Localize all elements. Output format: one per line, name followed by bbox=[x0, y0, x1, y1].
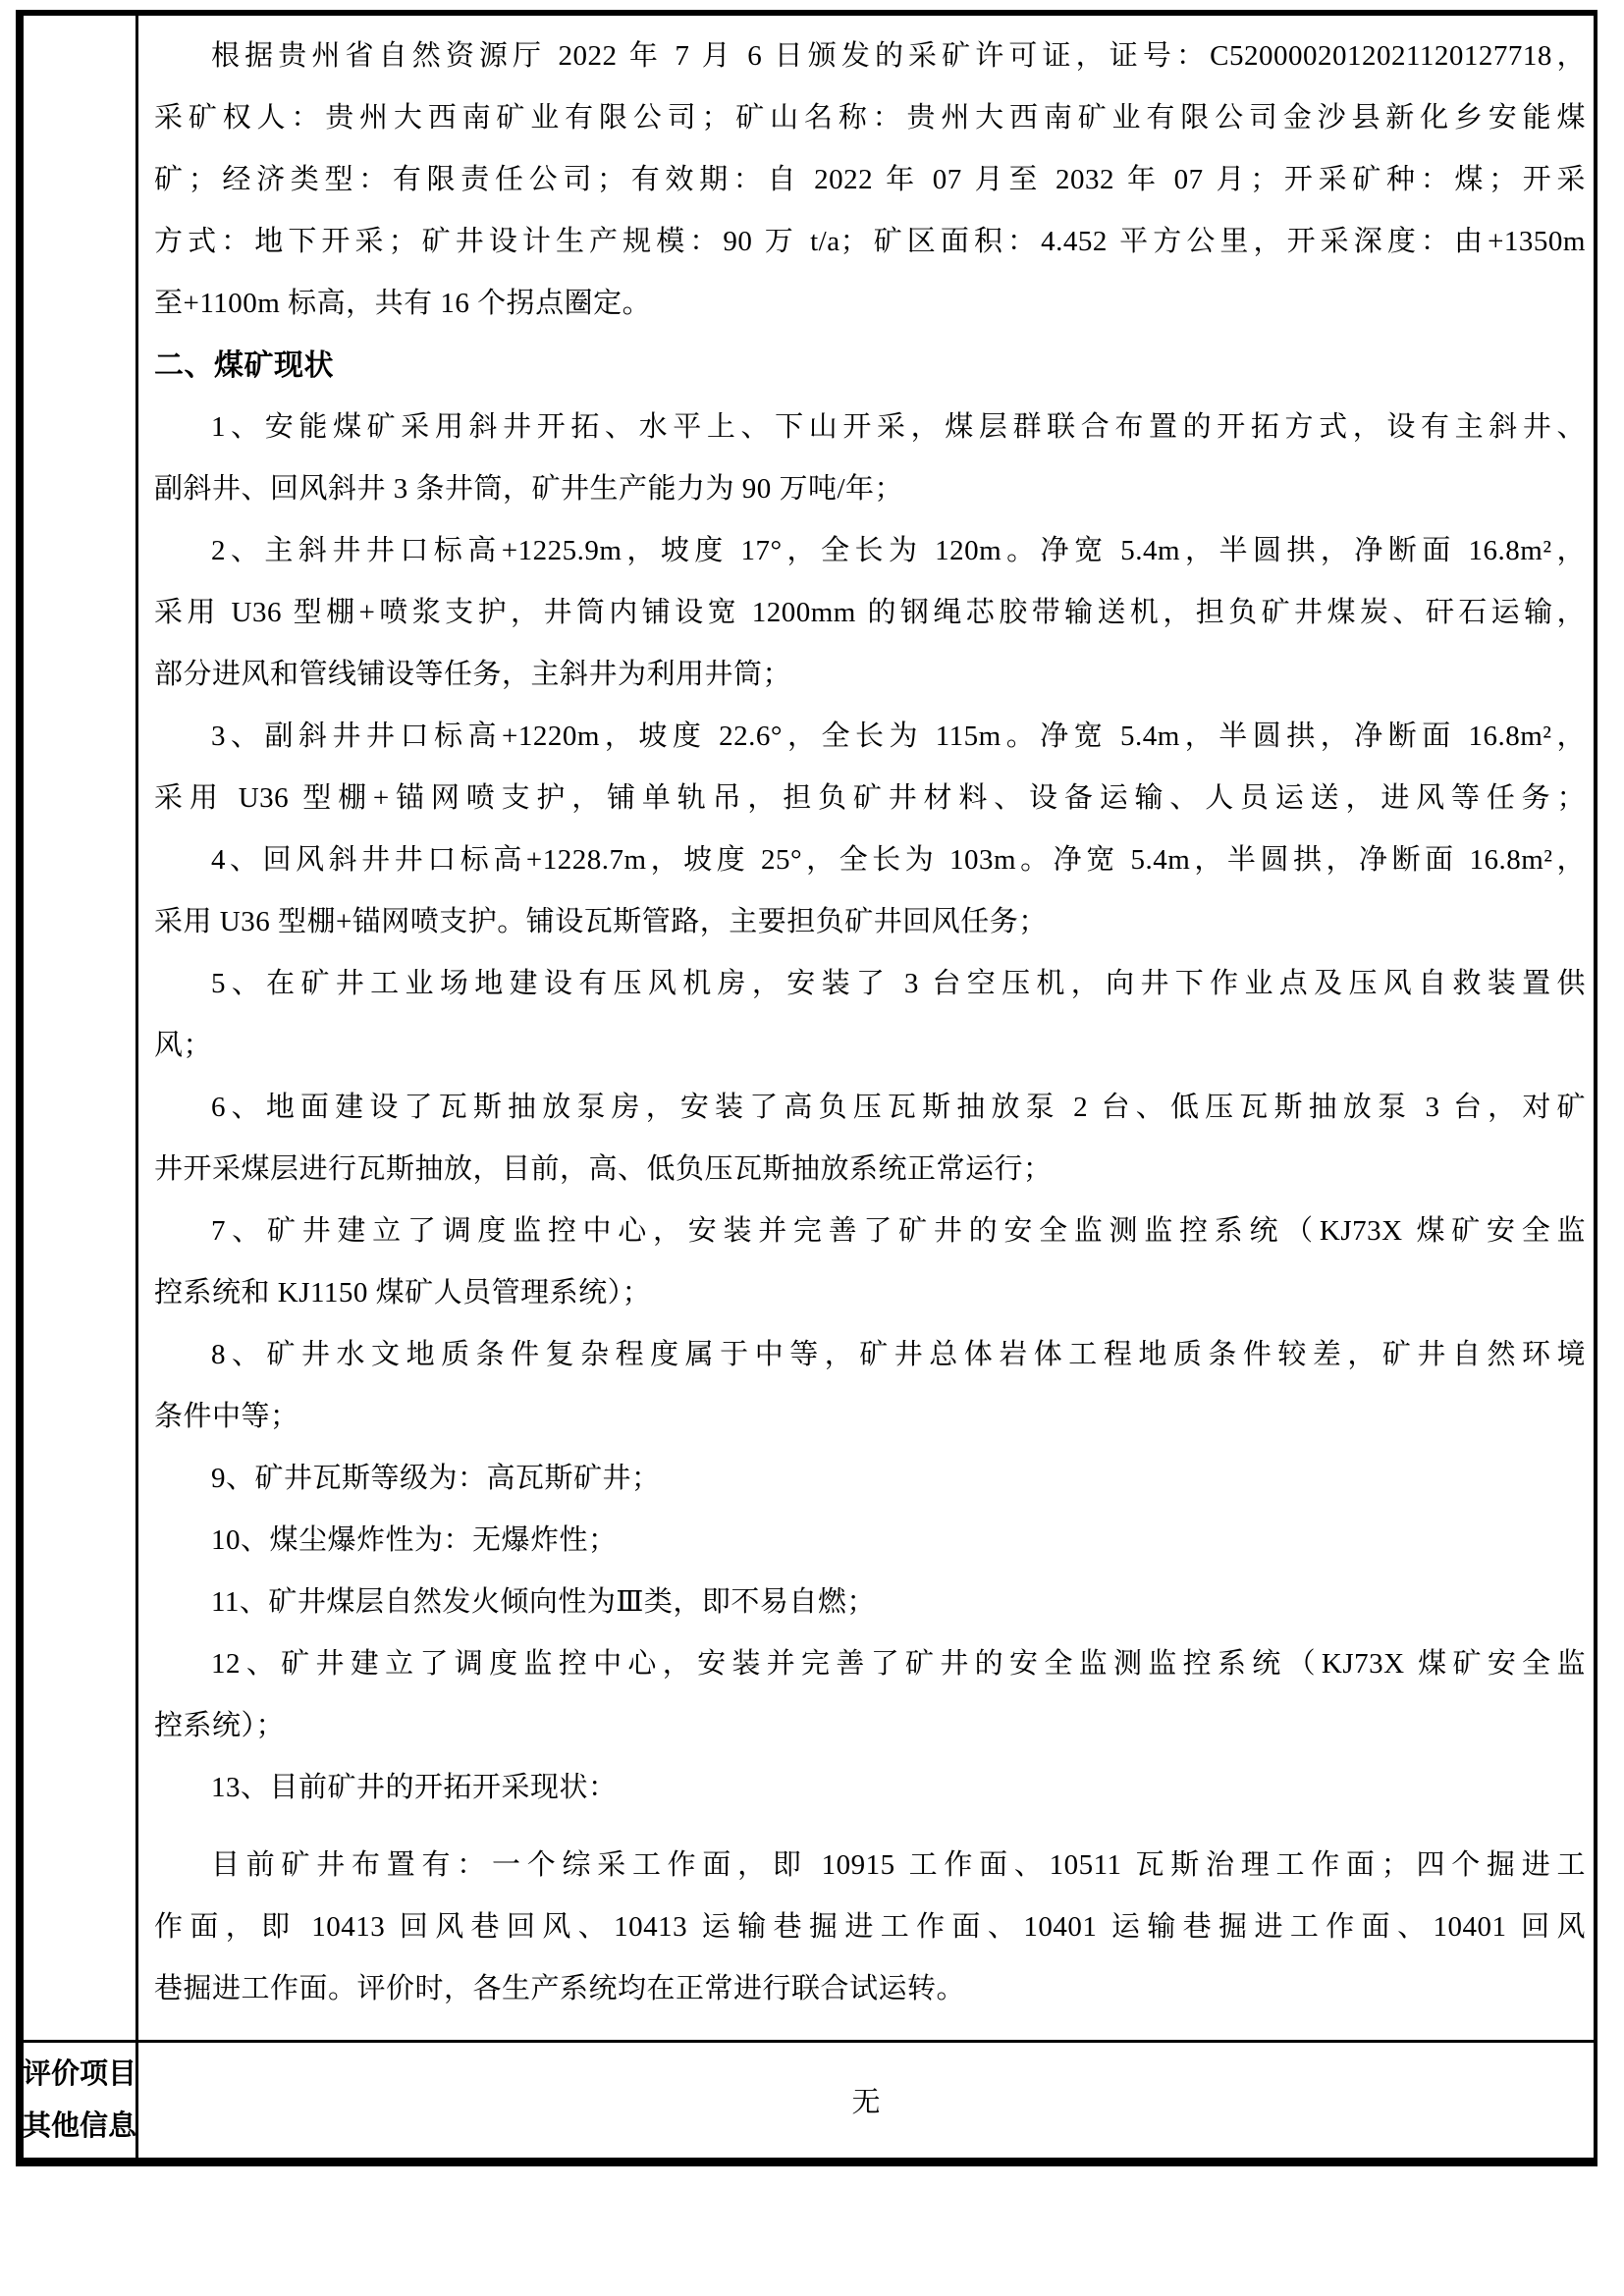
text-line: 部分进风和管线铺设等任务，主斜井为利用井筒； bbox=[154, 659, 792, 690]
mine-status-row bbox=[24, 16, 1594, 2040]
text-line: 采用 U36 型棚+锚网喷支护，铺单轨吊，担负矿井材料、设备运输、人员运送，进风等任务； bbox=[154, 782, 1586, 814]
text-line: 2、主斜井井口标高+1225.9m，坡度 17°，全长为 120m。净宽 5.4m，半圆拱，净断面 16.8m²， bbox=[211, 535, 1586, 566]
mine-status-text bbox=[138, 16, 1594, 2040]
text-line: 5、在矿井工业场地建设有压风机房，安装了 3 台空压机，向井下作业点及压风自救装置供 bbox=[211, 968, 1586, 999]
text-line: 11、矿井煤层自然发火倾向性为Ⅲ类，即不易自燃； bbox=[211, 1586, 876, 1618]
text-line: 根据贵州省自然资源厅 2022 年 7 月 6 日颁发的采矿许可证，证号：C5200002012021120127718， bbox=[211, 40, 1586, 72]
text-line: 副斜井、回风斜井 3 条井筒，矿井生产能力为 90 万吨/年； bbox=[154, 473, 904, 505]
text-line: 7、矿井建立了调度监控中心，安装并完善了矿井的安全监测监控系统（KJ73X 煤矿安全监 bbox=[211, 1215, 1586, 1247]
footer-value-cell: 无 bbox=[851, 2087, 881, 2118]
text-line: 风； bbox=[154, 1030, 213, 1061]
text-line: 10、煤尘爆炸性为：无爆炸性； bbox=[211, 1524, 618, 1556]
text-line: 至+1100m 标高，共有 16 个拐点圈定。 bbox=[154, 288, 652, 319]
footer-label-line-2: 其他信息 bbox=[23, 2109, 137, 2142]
main-row-label-cell bbox=[24, 16, 138, 2040]
section-heading: 二、煤矿现状 bbox=[154, 349, 334, 382]
text-line: 控系统）； bbox=[154, 1710, 286, 1741]
text-line: 方式：地下开采；矿井设计生产规模：90 万 t/a；矿区面积：4.452 平方公里，开采深度：由+1350m bbox=[154, 226, 1586, 257]
text-line: 3、副斜井井口标高+1220m，坡度 22.6°，全长为 115m。净宽 5.4m，半圆拱，净断面 16.8m²， bbox=[211, 721, 1586, 752]
text-line: 采用 U36 型棚+锚网喷支护。铺设瓦斯管路，主要担负矿井回风任务； bbox=[154, 906, 1048, 937]
text-line: 矿；经济类型：有限责任公司；有效期：自 2022 年 07 月至 2032 年 07 月；开采矿种：煤；开采 bbox=[154, 164, 1586, 195]
evaluation-table bbox=[16, 10, 1597, 2166]
text-line: 8、矿井水文地质条件复杂程度属于中等，矿井总体岩体工程地质条件较差，矿井自然环境 bbox=[211, 1339, 1586, 1370]
text-line: 井开采煤层进行瓦斯抽放，目前，高、低负压瓦斯抽放系统正常运行； bbox=[154, 1153, 1053, 1185]
text-line: 控系统和 KJ1150 煤矿人员管理系统）； bbox=[154, 1277, 652, 1308]
text-line: 条件中等； bbox=[154, 1401, 299, 1432]
text-line: 作面，即 10413 回风巷回风、10413 运输巷掘进工作面、10401 运输巷掘进工作面、10401 回风 bbox=[154, 1911, 1586, 1943]
footer-row bbox=[24, 2040, 1594, 2158]
text-line: 采用 U36 型棚+喷浆支护，井筒内铺设宽 1200mm 的钢绳芯胶带输送机，担负矿井煤炭、矸石运输， bbox=[154, 597, 1586, 628]
text-line: 12、矿井建立了调度监控中心，安装并完善了矿井的安全监测监控系统（KJ73X 煤矿安全监 bbox=[211, 1648, 1586, 1680]
footer-label-line-1: 评价项目 bbox=[23, 2057, 137, 2090]
text-line: 6、地面建设了瓦斯抽放泵房，安装了高负压瓦斯抽放泵 2 台、低压瓦斯抽放泵 3 台，对矿 bbox=[211, 1092, 1586, 1123]
text-line: 4、回风斜井井口标高+1228.7m，坡度 25°，全长为 103m。净宽 5.4m，半圆拱，净断面 16.8m²， bbox=[211, 844, 1586, 876]
text-line: 13、目前矿井的开拓开采现状： bbox=[211, 1772, 618, 1803]
text-line: 1、安能煤矿采用斜井开拓、水平上、下山开采，煤层群联合布置的开拓方式，设有主斜井、 bbox=[211, 411, 1586, 443]
text-line: 目前矿井布置有：一个综采工作面，即 10915 工作面、10511 瓦斯治理工作面；四个掘进工 bbox=[211, 1849, 1586, 1881]
text-line: 采矿权人：贵州大西南矿业有限公司；矿山名称：贵州大西南矿业有限公司金沙县新化乡安能煤 bbox=[154, 102, 1586, 133]
footer-label-cell bbox=[24, 2043, 138, 2158]
text-line: 9、矿井瓦斯等级为：高瓦斯矿井； bbox=[211, 1463, 661, 1494]
text-line: 巷掘进工作面。评价时，各生产系统均在正常进行联合试运转。 bbox=[154, 1973, 966, 2004]
